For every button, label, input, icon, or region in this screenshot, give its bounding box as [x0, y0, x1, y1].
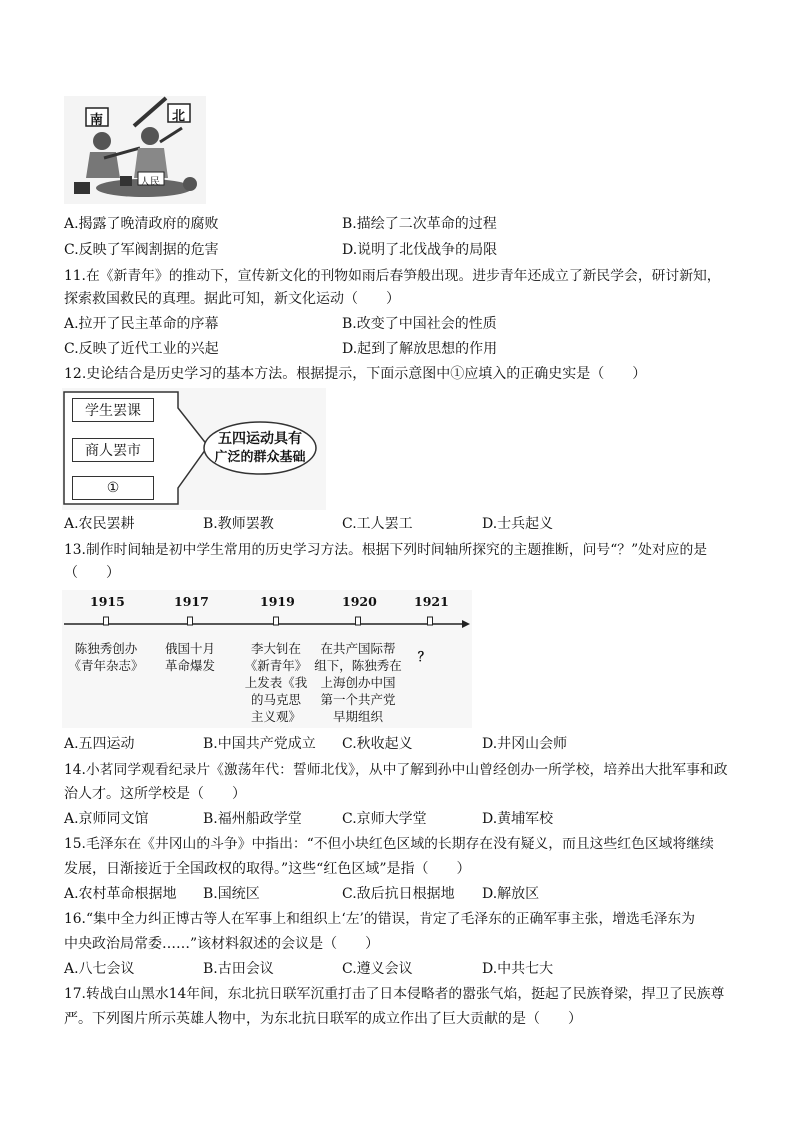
q13-option-a[interactable]: A.五四运动: [64, 736, 135, 752]
q15-option-d[interactable]: D.解放区: [482, 886, 540, 902]
timeline-event-line: 上发表《我: [244, 675, 308, 690]
timeline-event-line: 俄国十月: [164, 641, 215, 656]
timeline-tick-1: [188, 617, 193, 625]
q12-conclusion-line2: 广泛的群众基础: [214, 450, 306, 465]
q12-option-b[interactable]: B.教师罢教: [203, 516, 274, 532]
q13-stem-line2: （ ）: [64, 565, 120, 581]
q15-stem-line1: 15.毛泽东在《井冈山的斗争》中指出：“不但小块红色区域的长期存在没有疑义，而且这些红色区域将继续: [64, 836, 714, 852]
q13-option-d[interactable]: D.井冈山会师: [482, 736, 568, 752]
q15-option-c[interactable]: C.敌后抗日根据地: [342, 886, 455, 902]
q11-option-c[interactable]: C.反映了近代工业的兴起: [64, 341, 219, 357]
q10-option-d[interactable]: D.说明了北伐战争的局限: [342, 242, 498, 258]
q10-option-c[interactable]: C.反映了军阀割据的危害: [64, 242, 219, 258]
q13-stem-line1: 13.制作时间轴是初中学生常用的历史学习方法。根据下列时间轴所探究的主题推断，问号“？”处对应的是: [64, 542, 708, 558]
timeline-event: [142, 640, 238, 674]
q10-option-a[interactable]: A.揭露了晚清政府的腐败: [64, 216, 219, 232]
timeline-year: 1917: [174, 594, 209, 609]
timeline-event-line: 的马克思: [250, 692, 301, 707]
q16-option-c[interactable]: C.遵义会议: [342, 961, 413, 977]
timeline-year: 1915: [90, 594, 125, 609]
q12-option-d[interactable]: D.士兵起义: [482, 516, 554, 532]
timeline-event-line: 《青年杂志》: [68, 658, 144, 673]
timeline-event-line: 第一个共产党: [320, 692, 396, 707]
q12-box-blank: ①: [72, 476, 154, 500]
timeline-event-line: 革命爆发: [164, 658, 215, 673]
q11-option-d[interactable]: D.起到了解放思想的作用: [342, 341, 498, 357]
timeline-tick-0: [104, 617, 109, 625]
q14-stem-line1: 14.小茗同学观看纪录片《激荡年代：誓师北伐》，从中了解到孙中山曾经创办一所学校，培养出大批军事和政: [64, 762, 728, 778]
timeline-event-line: 组下，陈独秀在: [314, 658, 402, 673]
cartoon-label-north: 北: [172, 109, 186, 124]
q16-option-d[interactable]: D.中共七大: [482, 961, 554, 977]
q12-box-student-strike: 学生罢课: [72, 398, 154, 422]
q15-stem-line2: 发展，日渐接近于全国政权的取得。”这些“红色区域”是指（ ）: [64, 861, 471, 877]
timeline-event-line: 主义观》: [250, 709, 301, 724]
q14-option-d[interactable]: D.黄埔军校: [482, 811, 554, 827]
q15-option-b[interactable]: B.国统区: [203, 886, 260, 902]
q14-option-c[interactable]: C.京师大学堂: [342, 811, 427, 827]
q11-stem-line2: 探索救国救民的真理。据此可知，新文化运动（ ）: [64, 291, 400, 307]
q15-option-a[interactable]: A.农村革命根据地: [64, 886, 177, 902]
timeline-event-line: ？: [417, 649, 431, 664]
q14-stem-line2: 治人才。这所学校是（ ）: [64, 786, 246, 802]
cartoon-label-people: 人民: [140, 177, 160, 188]
timeline-event-line: 李大钊在: [250, 641, 301, 656]
timeline-year: 1921: [414, 594, 449, 609]
timeline-event: [376, 648, 472, 665]
timeline-event-line: 在共产国际帮: [320, 641, 396, 656]
cartoon-label-south: 南: [90, 113, 104, 128]
q12-diagram: [62, 388, 326, 510]
q13-option-b[interactable]: B.中国共产党成立: [203, 736, 316, 752]
q11-option-b[interactable]: B.改变了中国社会的性质: [342, 316, 497, 332]
q16-option-b[interactable]: B.古田会议: [203, 961, 274, 977]
q16-stem-line1: 16.“集中全力纠正博古等人在军事上和组织上‘左’的错误，肯定了毛泽东的正确军事主张，增选毛泽东为: [64, 911, 696, 927]
q13-option-c[interactable]: C.秋收起义: [342, 736, 413, 752]
timeline-event-line: 《新青年》: [244, 658, 308, 673]
timeline-tick-2: [274, 617, 279, 625]
q12-conclusion-line1: 五四运动具有: [218, 431, 302, 447]
timeline-event-line: 上海创办中国: [320, 675, 396, 690]
timeline-tick-3: [356, 617, 361, 625]
timeline-event-line: 陈独秀创办: [74, 641, 138, 656]
timeline-year: 1919: [260, 594, 295, 609]
q12-option-a[interactable]: A.农民罢耕: [64, 516, 135, 532]
q17-stem-line2: 严。下列图片所示英雄人物中，为东北抗日联军的成立作出了巨大贡献的是（ ）: [64, 1011, 582, 1027]
timeline-event: [58, 640, 154, 674]
timeline-year: 1920: [342, 594, 377, 609]
q11-stem-line1: 11.在《新青年》的推动下，宣传新文化的刊物如雨后春笋般出现。进步青年还成立了新民学会，研讨新知，: [64, 268, 721, 284]
q16-option-a[interactable]: A.八七会议: [64, 961, 135, 977]
q17-stem-line1: 17.转战白山黑水14年间，东北抗日联军沉重打击了日本侵略者的嚣张气焰，挺起了民族脊梁，捍卫了民族尊: [64, 986, 725, 1002]
timeline-event-line: 早期组织: [332, 709, 383, 724]
q16-stem-line2: 中央政治局常委……”该材料叙述的会议是（ ）: [64, 936, 380, 952]
q12-option-c[interactable]: C.工人罢工: [342, 516, 413, 532]
q12-box-merchant-strike: 商人罢市: [72, 438, 154, 462]
q14-option-a[interactable]: A.京师同文馆: [64, 811, 149, 827]
q10-option-b[interactable]: B.描绘了二次革命的过程: [342, 216, 497, 232]
warlord-cartoon: [64, 96, 206, 204]
q14-option-b[interactable]: B.福州船政学堂: [203, 811, 302, 827]
q12-stem: 12.史论结合是历史学习的基本方法。根据提示，下面示意图中①应填入的正确史实是（ ）: [64, 366, 647, 382]
q11-option-a[interactable]: A.拉开了民主革命的序幕: [64, 316, 219, 332]
q13-timeline: [62, 590, 472, 728]
timeline-tick-4: [428, 617, 433, 625]
